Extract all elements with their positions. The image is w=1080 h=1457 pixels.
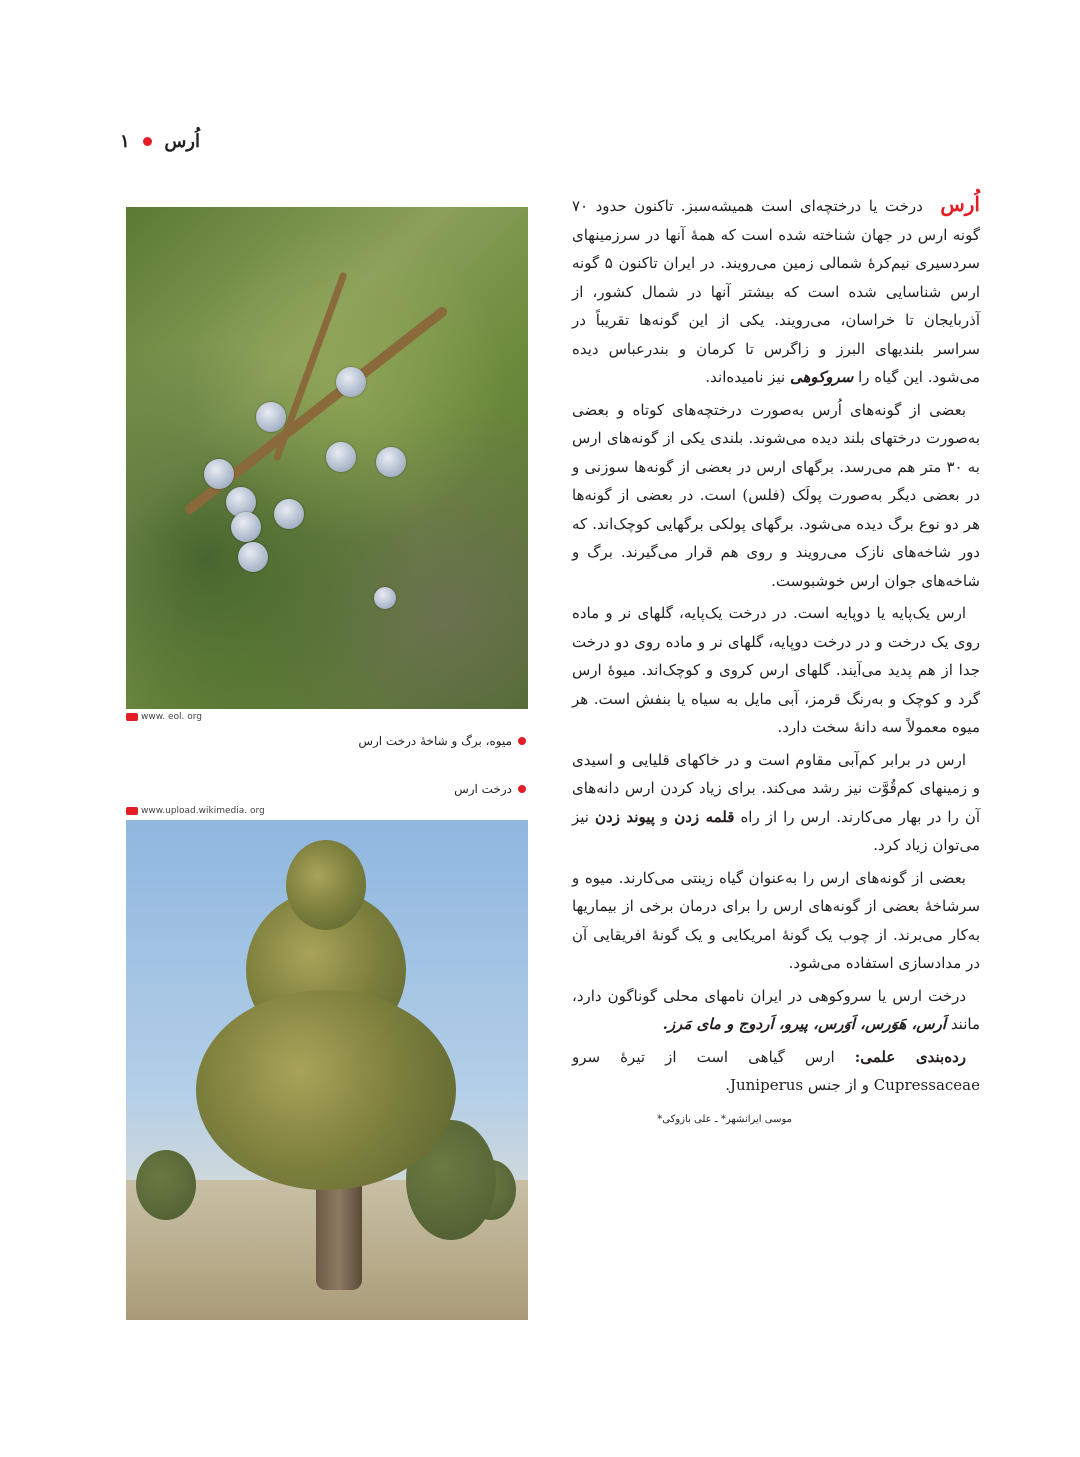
article-p6-names: اَرس، هَوَرس، اَوَرس، پیرو، اَردوج و مای مَرز. xyxy=(662,1015,947,1033)
caption-dot-icon xyxy=(518,737,526,745)
photo2-caption-text: درخت ارس xyxy=(454,782,512,796)
article-p6-text: درخت ارس یا سروکوهی در ایران نامهای محلی گوناگون دارد، مانند xyxy=(572,986,980,1033)
berry-shape xyxy=(326,442,356,472)
article-paragraph: بعضی از گونه‌های ارس را به‌عنوان گیاه زینتی می‌کارند. میوه و سرشاخهٔ بعضی از گونه‌های ارس را برای درمان برخی از بیماریها به‌کار می‌برند. از چوب یک گونهٔ امریکایی و یک گونهٔ افریقایی آن در مدادسازی استفاده می‌شود. xyxy=(572,868,980,972)
photo1-credit xyxy=(126,712,202,722)
page-number: ۱ xyxy=(120,130,130,152)
berry-shape xyxy=(256,402,286,432)
juniper-branch-photo xyxy=(126,207,528,709)
page-header xyxy=(120,126,200,156)
berry-shape xyxy=(376,447,406,477)
berry-shape xyxy=(238,542,268,572)
caption-dot-icon xyxy=(518,785,526,793)
page-header-title: اُرس xyxy=(164,130,200,152)
tree-crown-shape xyxy=(286,840,366,930)
article-paragraph: بعضی از گونه‌های اُرس به‌صورت درختچه‌های کوتاه و بعضی به‌صورت درختهای بلند دیده می‌شوند. بلندی یکی از گونه‌های ارس به ۳۰ متر هم می‌رسد. برگهای ارس در بعضی از گونه‌ها سوزنی و در بعضی دیگر به‌صورت پولَک (فلس) است. در بعضی از گونه‌ها هر دو نوع برگ دیده می‌شود. برگهای پولکی برگهایی کوچک‌اند. که دور شاخه‌های نازک می‌رویند و روی هم قرار می‌گیرند. برگ و شاخه‌های جوان ارس خوشبوست. xyxy=(572,400,980,590)
article-p4-bold1: قلمه زدن xyxy=(674,807,735,826)
article-p1-bold: سروکوهی xyxy=(789,368,854,386)
photo2-credit xyxy=(126,806,265,816)
article-lead-word: اُرس xyxy=(940,192,980,216)
berry-shape xyxy=(274,499,304,529)
article-paragraph xyxy=(572,746,980,860)
article-p1-end: نیز نامیده‌اند. xyxy=(705,368,786,386)
article-p4-end: نیز می‌توان زیاد کرد. xyxy=(572,807,980,854)
photo2-credit-text: www.upload.wikimedia. org xyxy=(141,806,265,816)
classification-text: ارس گیاهی است از تیرهٔ سرو Cupressaceae و از جنس Juniperus. xyxy=(572,1047,980,1094)
photo1-caption-text: میوه، برگ و شاخهٔ درخت ارس xyxy=(358,734,512,748)
article-authors: موسی ایرانشهر* ـ علی بازوکی* xyxy=(657,1114,792,1125)
bullet-dot-icon xyxy=(143,137,152,146)
article-paragraph xyxy=(572,1043,980,1100)
article-p4-bold2: پیوند زدن xyxy=(595,807,655,826)
background-tree-shape xyxy=(136,1150,196,1220)
berry-shape xyxy=(204,459,234,489)
photo1-credit-text: www. eol. org xyxy=(141,712,203,722)
article-paragraph xyxy=(572,190,980,392)
photo2-caption xyxy=(454,782,526,796)
berry-shape xyxy=(231,512,261,542)
article-p1-text: درخت یا درختچه‌ای است همیشه‌سبز. تاکنون حدود ۷۰ گونه ارس در جهان شناخته شده است که همهٔ آنها در سرزمینهای سردسیری نیم‌کرهٔ شمالی زمین می‌رویند. در ایران تاکنون ۵ گونه ارس شناسایی شده است که بیشتر آنها در شمال کشور، از آذربایجان تا خراسان، می‌رویند. یکی از این گونه‌ها تقریباً در سراسر بلندیهای البرز و زاگرس تا کرمان و بندرعباس دیده می‌شود. این گیاه را xyxy=(572,197,981,386)
credit-logo-icon xyxy=(126,713,138,721)
photo1-caption xyxy=(358,734,526,748)
classification-label: رده‌بندی علمی: xyxy=(854,1047,966,1066)
tree-crown-shape xyxy=(196,990,456,1190)
article-body xyxy=(572,190,980,1104)
juniper-tree-photo xyxy=(126,820,528,1320)
berry-shape xyxy=(374,587,396,609)
article-p4-text: ارس در برابر کم‌آبی مقاوم است و در خاکهای قلیایی و اسیدی و زمینهای کم‌قُوَّت نیز رشد می‌کند. برای زیاد کردن ارس دانه‌های آن را در بهار می‌کارند. ارس را از راه xyxy=(572,750,981,826)
photo-branch-shape xyxy=(273,271,348,461)
article-paragraph xyxy=(572,982,980,1039)
credit-logo-icon xyxy=(126,807,138,815)
berry-shape xyxy=(336,367,366,397)
article-paragraph: ارس یک‌پایه یا دوپایه است. در درخت یک‌پایه، گلهای نر و ماده روی یک درخت و در درخت دوپایه، گلهای نر و ماده روی دو درخت جدا از هم پدید می‌آیند. گلهای ارس کروی و کوچک‌اند. میوهٔ ارس گرد و کوچک و به‌رنگ قرمز، آبی مایل به سیاه یا بنفش است. هر میوه معمولاً سه دانهٔ سخت دارد. xyxy=(572,604,980,736)
article-p4-and: و xyxy=(660,807,669,826)
